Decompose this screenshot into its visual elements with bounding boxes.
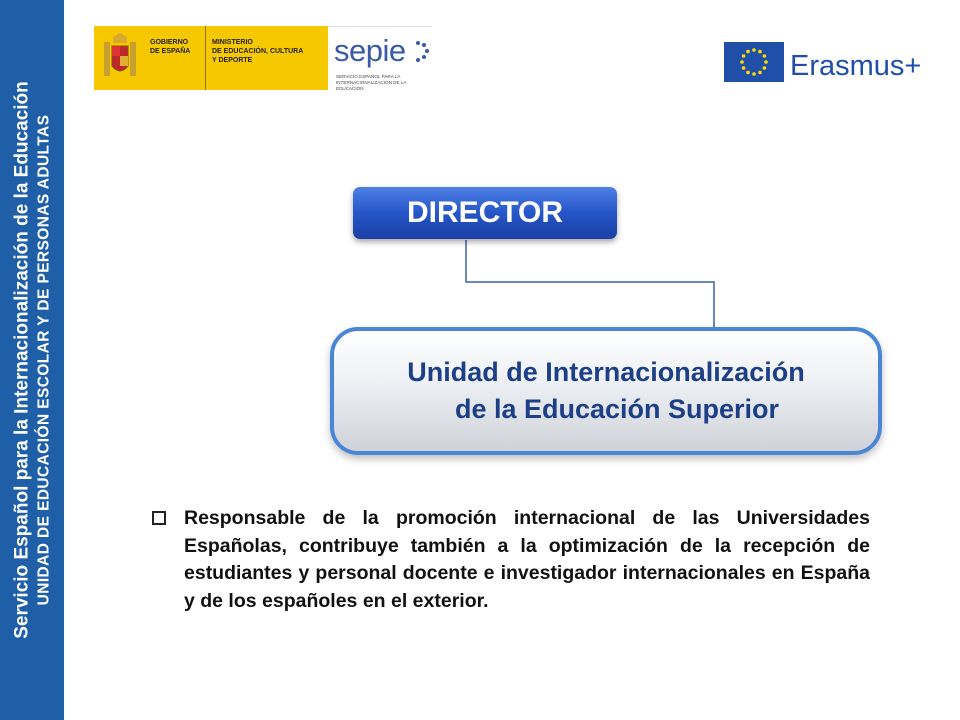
- unit-title-line1: Unidad de Internacionalización: [407, 357, 805, 387]
- side-banner-subtitle: UNIDAD DE EDUCACIÓN ESCOLAR Y DE PERSONAS ADULTAS: [35, 114, 53, 606]
- sepie-wordmark: sepie: [334, 33, 406, 68]
- erasmus-plus-logo: Erasmus+: [790, 50, 922, 82]
- description-bullet: [152, 505, 870, 615]
- gobierno-label: GOBIERNO DE ESPAÑA: [146, 26, 206, 90]
- checkbox-bullet-icon: [152, 511, 166, 525]
- ministerio-label: MINISTERIO DE EDUCACIÓN, CULTURA Y DEPORTE: [212, 39, 304, 64]
- unit-title-line2: de la Educación Superior: [454, 394, 780, 424]
- unit-node: [330, 327, 882, 455]
- side-banner-title: Servicio Español para la Internacionalización de la Educación: [11, 81, 33, 639]
- director-node: DIRECTOR: [353, 187, 617, 239]
- description-text: Responsable de la promoción internacional de las Universidades Españolas, contribuye también a la optimización de la recepción de estudiantes y personal docente e investigador internacionales en España y de los españoles en el exterior.: [184, 507, 870, 612]
- sepie-subtitle: SERVICIO ESPAÑOL PARA LA INTERNACIONALIZACIÓN DE LA EDUCACIÓN: [336, 74, 407, 91]
